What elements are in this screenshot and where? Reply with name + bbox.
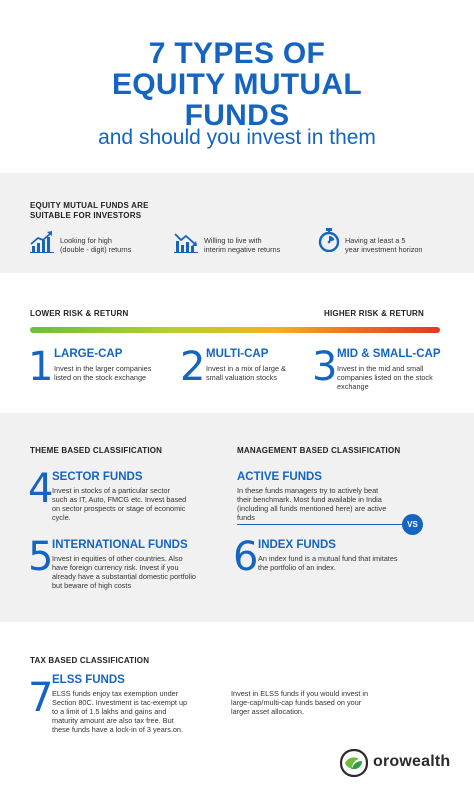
suitable-heading-line-1: EQUITY MUTUAL FUNDS ARE	[30, 201, 149, 210]
fund-number-5: 5	[28, 534, 54, 580]
suitable-item-2	[204, 236, 280, 254]
suitable-item-3-line-2: year investment horizon	[345, 245, 423, 254]
elss-advice	[231, 689, 368, 716]
desc-line: on sector prospects or stage of economic	[52, 504, 186, 513]
suitable-heading	[30, 201, 149, 221]
suitable-item-2-line-2: interim negative returns	[204, 245, 281, 254]
desc-line: these funds have a lock-in of 3 years.on.	[52, 725, 184, 734]
desc-line: small valuation stocks	[206, 373, 277, 382]
suitable-item-2-line-1: Willing to live with	[204, 236, 262, 245]
desc-line: Invest in a mix of large &	[206, 364, 286, 373]
fund-desc-sector	[52, 486, 186, 522]
desc-line: exchange	[337, 382, 369, 391]
desc-line: listed on the stock exchange	[54, 373, 147, 382]
desc-line: maturity amount are also tax free. But	[52, 716, 174, 725]
suitable-item-3-line-1: Having at least a 5	[345, 236, 406, 245]
desc-line: the portfolio of an index.	[258, 563, 336, 572]
fund-title-multi-cap: MULTI-CAP	[206, 348, 269, 360]
growth-chart-icon	[30, 231, 54, 253]
desc-line: companies listed on the stock	[337, 373, 433, 382]
desc-line: larger asset allocation.	[231, 707, 305, 716]
desc-line: Invest in ELSS funds if you would invest in	[231, 689, 369, 698]
fluctuating-chart-icon	[174, 231, 198, 253]
suitable-item-3	[345, 236, 422, 254]
fund-title-elss: ELSS FUNDS	[52, 674, 125, 686]
desc-line: (including all funds mentioned here) are active	[237, 504, 387, 513]
desc-line: Invest in the larger companies	[54, 364, 152, 373]
fund-desc-active	[237, 486, 386, 522]
desc-line: Invest in stocks of a particular sector	[52, 486, 171, 495]
title-line-3: FUNDS	[184, 99, 290, 132]
lower-risk-label: LOWER RISK & RETURN	[30, 309, 129, 318]
desc-line: Invest in equities of other countries. Also	[52, 554, 183, 563]
desc-line: ELSS funds enjoy tax exemption under	[52, 689, 179, 698]
desc-line: such as IT, Auto, FMCG etc. Invest based	[52, 495, 187, 504]
fund-title-sector: SECTOR FUNDS	[52, 471, 143, 483]
brand-name: orowealth	[373, 753, 451, 770]
tax-heading: TAX BASED CLASSIFICATION	[30, 656, 150, 665]
desc-line: cycle.	[52, 513, 71, 522]
desc-line: large-cap/multi-cap funds based on your	[231, 698, 362, 707]
desc-line: An index fund is a mutual fund that imitates	[258, 554, 398, 563]
fund-number-2: 2	[180, 344, 206, 390]
suitable-panel	[0, 173, 474, 273]
desc-line: already have a substantial domestic portfolio	[52, 572, 196, 581]
desc-line: In these funds managers try to actively beat	[237, 486, 379, 495]
fund-number-7: 7	[28, 675, 54, 721]
fund-number-4: 4	[28, 466, 54, 512]
fund-number-6: 6	[233, 534, 259, 580]
fund-desc-large-cap	[54, 364, 151, 382]
fund-title-international: INTERNATIONAL FUNDS	[52, 539, 188, 551]
fund-number-1: 1	[28, 344, 54, 390]
fund-title-index: INDEX FUNDS	[258, 539, 336, 551]
title-line-2: EQUITY MUTUAL	[111, 68, 362, 101]
vs-badge: VS	[402, 514, 423, 535]
fund-desc-elss	[52, 689, 187, 734]
vs-divider	[237, 524, 403, 525]
risk-gradient-bar	[30, 327, 440, 333]
title-line-1: 7 TYPES OF	[148, 37, 326, 70]
suitable-item-1-line-2: (double - digit) returns	[60, 245, 132, 254]
desc-line: Section 80C. Investment is tac-exempt up	[52, 698, 188, 707]
orowealth-logo-icon	[340, 748, 368, 783]
desc-line: funds	[237, 513, 255, 522]
desc-line: to a limit of 1.5 lakhs and gains and	[52, 707, 167, 716]
higher-risk-label: HIGHER RISK & RETURN	[324, 309, 425, 318]
fund-title-mid-small-cap: MID & SMALL-CAP	[337, 348, 441, 360]
fund-title-active: ACTIVE FUNDS	[237, 471, 322, 483]
fund-desc-international	[52, 554, 196, 590]
desc-line: their benchmark. Most fund available in India	[237, 495, 382, 504]
desc-line: but beware of high costs	[52, 581, 132, 590]
fund-title-large-cap: LARGE-CAP	[54, 348, 123, 360]
stopwatch-icon	[318, 228, 340, 252]
fund-desc-multi-cap	[206, 364, 286, 382]
theme-heading: THEME BASED CLASSIFICATION	[30, 446, 163, 455]
fund-desc-mid-small-cap	[337, 364, 433, 391]
management-heading: MANAGEMENT BASED CLASSIFICATION	[237, 446, 401, 455]
desc-line: Invest in the mid and small	[337, 364, 424, 373]
desc-line: have foreign currency risk. Invest if you	[52, 563, 179, 572]
fund-desc-index	[258, 554, 398, 572]
subtitle: and should you invest in them	[98, 126, 376, 149]
suitable-heading-line-2: SUITABLE FOR INVESTORS	[30, 211, 142, 220]
suitable-item-1-line-1: Looking for high	[60, 236, 112, 245]
fund-number-3: 3	[312, 344, 338, 390]
suitable-item-1	[60, 236, 131, 254]
